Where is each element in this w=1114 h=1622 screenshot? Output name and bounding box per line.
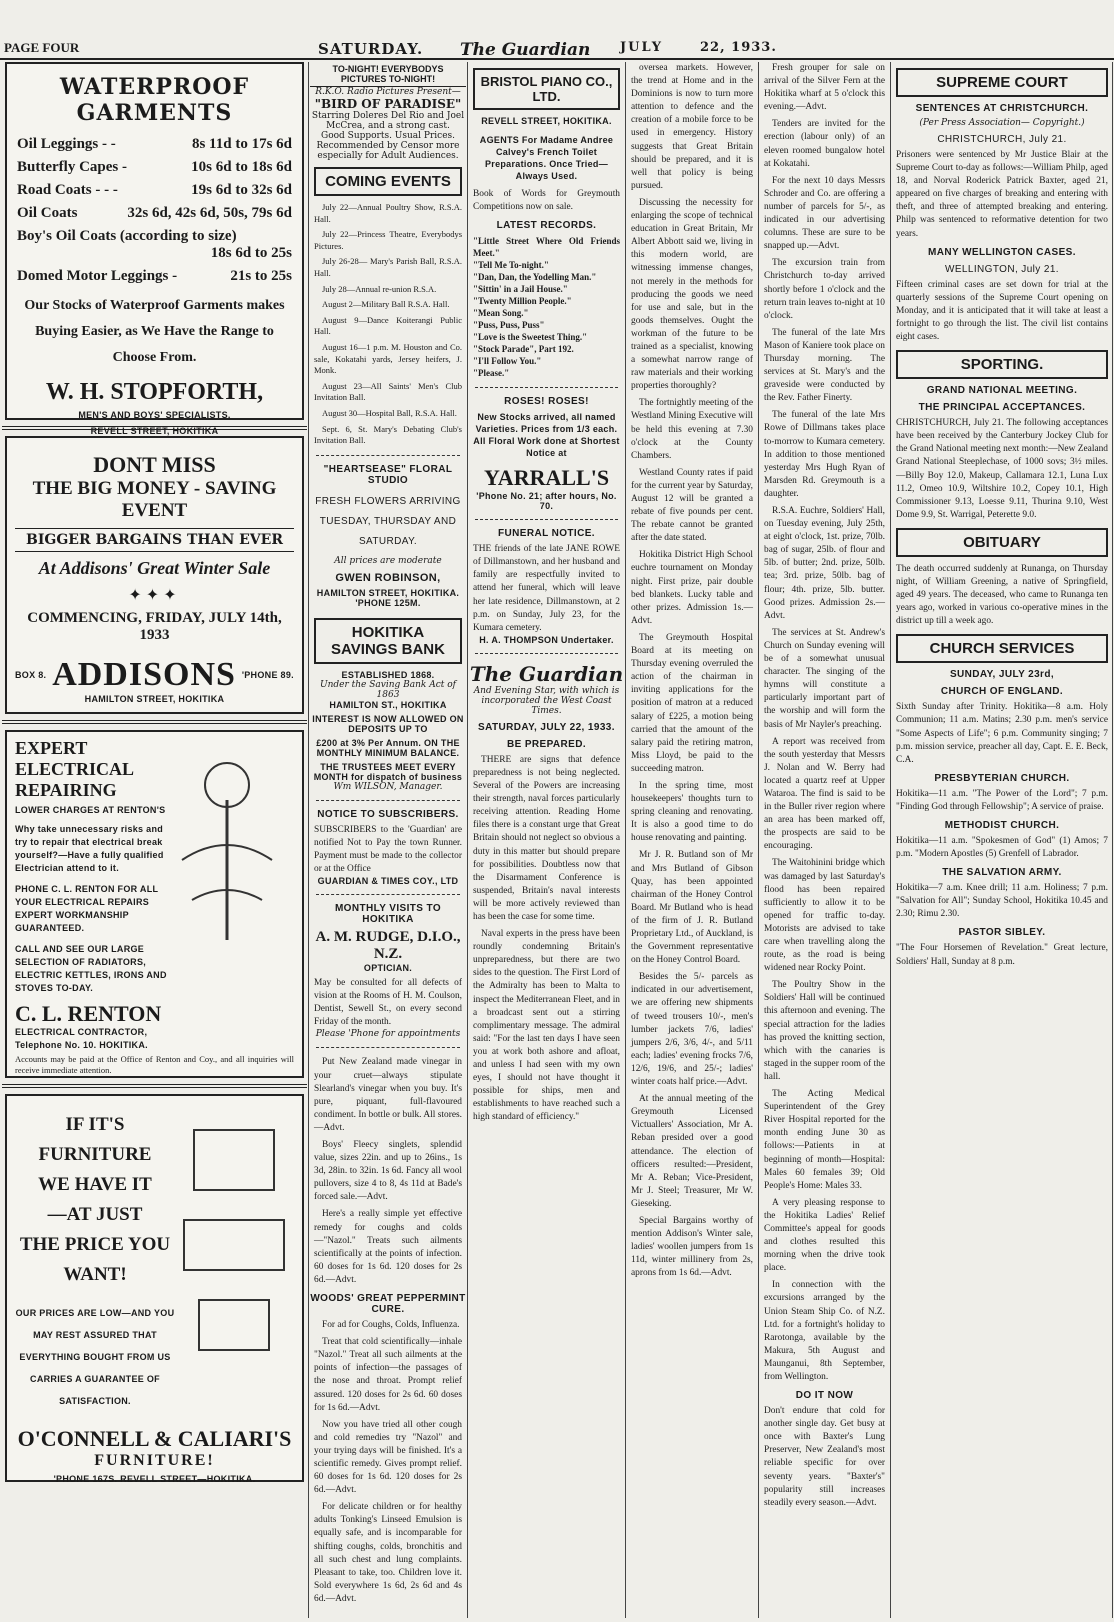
addisons-line: COMMENCING, FRIDAY, JULY 14th, 1933 <box>27 610 282 643</box>
column-4: oversea markets. However, the trend at Home and in the Dominions is now to turn more attention to defence and the creation of a mobile force to be used in emergency. History suggests that Great Britain should be prepared, and it is well that policy is being pursued. Discussing the necessity for enlarging the scope of technical education in Great Britain, Mr Albert Abbott said we, living in this modern world, are witnessing immense changes, not merely in the methods for producing the goods we need for use and sale, but in the goods themselves. Ought the workman of the future to be trained as a specialist, knowing a somewhat narrow range of raw materials and their working properties thoroughly? The fortnightly meeting of the Westland Mining Executive will be held this evening at 7.30 o'clock at the County Chambers. Westland County rates if paid for the current year by Saturday, August 12 will be granted a rebate of five pounds per cent. The rebate cannot be granted after the date stated. Hokitika District High School euchre tournament on Monday night. First prize, pair double bed blankets. Lucky table and other prizes. Admission 1s.—Advt. The Greymouth Hospital Board at its meeting on Thursday evening overruled the action of the chairman in inviting applications for the position of matron at a reduced salary of £225, a motion being carried that the amount of the salary paid the retiring matron, Miss Lloyd, be paid to the succeeding matron. In the spring time, most housekeepers' thoughts turn to spring cleaning and renovating. It is also a good time to do house renovating and painting. Mr J. R. Butland son of Mr and Mrs Butland of Gibson Quay, has been appointed chairman of the Honey Control Board. Mr Butland who is head of the firm of J. R. Butland Proprietary Ltd., of Auckland, is the Government representative on the Honey Control Board. Besides the 5/- parcels as indicated in our advertisement, we are offering new shipments of tweed trousers 10/-, men's lumber jackets 7/6, ladies' jumpers 2/6, 3/6, 4/-, and 5/11 each; ladies' evening frocks 7/6, 12/6, 19/6, and 25/-; ladies' winter coats half price.—Advt. At the annual meeting of the Greymouth Licensed Victuallers' Association, Mr A. Reban presided over a good attendance. The election of officers resulted:—President, Mr A. Reban; Vice-President, Mr J. Steel; Treasurer, Mr W. Gieseking. Special Bargains worthy of mention Addison's Winter sale, ladies' woollen jumpers from 1s 11d, winter millinery from 2s, aprons from 1s 6d.—Advt. <box>631 63 753 1279</box>
flower-lamp-illustration <box>162 740 292 940</box>
price-row: Oil Coats 32s 6d, 42s 6d, 50s, 79s 6d <box>17 205 292 221</box>
addisons-line: At Addisons' Great Winter Sale <box>38 558 271 578</box>
divider <box>2 720 307 724</box>
addisons-street: HAMILTON STREET, HOKITIKA <box>84 694 225 704</box>
column-5: Fresh grouper for sale on arrival of the Silver Fern at the Hokitika wharf at 5 o'clock this evening.—Advt. Tenders are invited for the erection (labour only) of an eleven roomed bungalow hotel at Kokatahi. For the next 10 days Messrs Schroder and Co. are offering a number of parcels for 5/-, as indicated in our advertising columns. These are sure to be snapped up.—Advt. The excursion train from Christchurch to-day arrived shortly before 1 o'clock and the return train leaves to-night at 10 o'clock. The funeral of the late Mrs Mason of Kaniere took place on Thursday morning. The services at St. Mary's and the graveside were conducted by the Rev. Father Finerty. The funeral of the late Mrs Rowe of Dillmans takes place to-morrow to Kumara cemetery. In addition to those mentioned yesterday Mrs Hugh Ryan of Marsden Rd. Greymouth is a daughter. R.S.A. Euchre, Soldiers' Hall, on Tuesday evening, July 25th, at eight o'clock, 1st. prize, 70lb. bag of sugar, 25lb. of flour and 5lb. of butter; 2nd. prize, 50lb. tea; 3rd. prize, 50lb. bag of flour; 4th. prize, 5lb. butter. Good prizes. Admission 2s.—Advt. The services at St. Andrew's Church on Sunday evening will be of a somewhat unusual character. The singing of the hymns will constitute a particularly important part of the worship and will form the basis of Mr Nayler's preaching. A report was received from the south yesterday that Messrs J. Nolan and W. Berry had located a quartz reef at Upper Wataroa. The find is said to be in the Buller river region where an area has been marked off, the prospects are said to be encouraging. The Waitohinini bridge which was damaged by last Saturday's flood has been repaired sufficiently to allow it to be opened for traffic to-day. Motorists are advised to take care when travelling along the route, as the road is being widened near Rocky Point. The Poultry Show in the Soldiers' Hall will be continued this afternoon and evening. The special attraction for the ladies has proved the knitting section, which with the canaries is staged in the supper room of the hall. The Acting Medical Superintendent of the Grey River Hospital reported for the month ending June 30 as follows:—Patients in at beginning of month—Hospital: Males 60 females 39; Old People's Home: Males 33. A very pleasing response to the Hokitika Ladies' Relief Committee's appeal for goods and clothes resulted this morning when the drive took place. In connection with the excursions arranged by the Union Steam Ship Co. of N.Z. Ltd. for a fortnight's holiday to Rarotonga, available by the Makura, 5th August and Maunganui, 8th September, from Wellington. DO IT NOW Don't endure that cold for another single day. Get busy at once with Baxter's Lung Preserver, New Zealand's most reliable specific for over seventy years. "Baxter's" popularity still increases steadily every season.—Advt. <box>764 63 885 1508</box>
sporting-heading: SPORTING. <box>896 350 1108 379</box>
masthead-month: JULY <box>620 40 664 55</box>
yarrall-name: YARRALL'S <box>483 465 610 491</box>
savings-bank-heading: HOKITIKA SAVINGS BANK <box>314 618 462 664</box>
obituary-heading: OBITUARY <box>896 528 1108 557</box>
addisons-ad <box>5 436 304 714</box>
church-services-heading: CHURCH SERVICES <box>896 634 1108 663</box>
renton-name: C. L. RENTON <box>15 1001 162 1026</box>
stopforth-name: W. H. STOPFORTH, <box>45 379 264 405</box>
heartsease-heading: "HEARTSEASE" FLORAL STUDIO <box>323 463 453 486</box>
boys-coats: Boy's Oil Coats (according to size) 18s 6d to 25s <box>17 228 292 261</box>
notice-heading: NOTICE TO SUBSCRIBERS. <box>317 808 459 820</box>
film-title: "BIRD OF PARADISE" <box>314 97 462 111</box>
column-6: SUPREME COURT SENTENCES AT CHRISTCHURCH. (Per Press Association— Copyright.) CHRISTCHURCH, July 21. Prisoners were sentenced by Mr Justice Blair at the Supreme Court to-day as follows:—William Philp, aged 18, and Norval Roderick Patrick Baxter, aged 21, appeared on five charges of breaking and entering with theft, and three of attempted breaking and entering. Philp was sentenced to reformative detention for two years. MANY WELLINGTON CASES. WELLINGTON, July 21. Fifteen criminal cases are set down for trial at the quarterly sessions of the Supreme Court opening on Monday, and it is anticipated that it will take at least a fortnight to go through the list. The civil list contains eight cases. SPORTING. GRAND NATIONAL MEETING. THE PRINCIPAL ACCEPTANCES. CHRISTCHURCH, July 21. The following acceptances have been received by the Canterbury Jockey Club for the Grand National meeting next month:—New Zealand Grand National Steeplechase, of 1000 sovs; 3½ miles.—Billy Boy 12.0, Makeup, Callamara 12.1, Luna Lux 11.2, Omeo 10.9, Wiltshire 10.2, Copey 10.1, High Commissioner 9.13, Loesse 9.11, Thurina 9.10, West Dome 9.9, St. Warrigal, Peterette 9.0. OBITUARY The death occurred suddenly at Runanga, on Thursday night, of William Greening, a native of Springfield, aged 49 years. The deceased, who came to Runanga ten years ago, worked in various co-operative mines in the district up till a week ago. CHURCH SERVICES SUNDAY, JULY 23rd, CHURCH OF ENGLAND. Sixth Sunday after Trinity. Hokitika—8 a.m. Holy Communion; 11 a.m. Matins; 2.30 p.m. men's service "Some Aspects of Life"; 6 p.m. Community singing; 7 p.m. mission service, preacher all day, Capt. E. E. Beck, C.A. PRESBYTERIAN CHURCH. Hokitika—11 a.m. "The Power of the Lord"; 7 p.m. "Finding God through Fellowship"; A service of praise. METHODIST CHURCH. Hokitika—11 a.m. "Spokesmen of God" (1) Amos; 7 p.m. "Modern Apostles (5) Grenfell of Labrador. THE SALVATION ARMY. Hokitika—7 a.m. Knee drill; 11 a.m. Holiness; 7 p.m. "Salvation for All"; Sunday School, Hokitika 10.45 and 2.30; Rimu 2.30. PASTOR SIBLEY. "The Four Horsemen of Revelation." Great lecture, Soldiers' Hall, Sunday at 8 p.m. <box>892 62 1112 1616</box>
supreme-court-heading: SUPREME COURT <box>896 68 1108 97</box>
addisons-line: BIGGER BARGAINS THAN EVER <box>15 528 294 552</box>
masthead-title: The Guardian <box>460 40 591 60</box>
furniture-illustration <box>174 1110 294 1360</box>
coming-events-heading: COMING EVENTS <box>314 167 462 196</box>
records-list: "Little Street Where Old Friends Meet." "Tell Me To-night." "Dan, Dan, the Yodelling Man." "Sittin' in a Jail House." "Twenty Million People." "Mean Song." "Puss, Puss, Puss" "Love is the Sweetest Thing." "Stock Parade", Part 192. "I'll Follow You." "Please." <box>473 236 620 379</box>
page-number: PAGE FOUR <box>4 40 80 55</box>
price-row: Butterfly Capes - 10s 6d to 18s 6d <box>17 159 292 175</box>
addisons-line: DONT MISS <box>93 452 216 477</box>
rudge-name: A. M. RUDGE, D.I.O., N.Z. <box>315 929 461 963</box>
ornament: ✦✦✦ <box>128 585 181 604</box>
addisons-name: ADDISONS <box>52 656 236 693</box>
pictures-banner: TO-NIGHT! EVERYBODYS PICTURES TO-NIGHT! <box>310 62 466 87</box>
stopforth-tag: MEN'S AND BOYS' SPECIALISTS, <box>78 410 231 420</box>
bristol-heading: BRISTOL PIANO CO., LTD. <box>473 68 620 110</box>
furniture-name: O'CONNELL & CALIARI'S <box>17 1426 292 1451</box>
divider <box>2 1084 307 1088</box>
editorial-heading: BE PREPARED. <box>506 738 587 750</box>
masthead-date: 22, 1933. <box>700 40 777 55</box>
furniture-ad: IF IT'S FURNITURE WE HAVE IT —AT JUST THE PRICE YOU WANT! OUR PRICES ARE LOW—AND YOU MAY REST ASSURED THAT EVERYTHING BOUGHT FROM US CARRIES A GUARANTEE OF SATISFACTION. O'CONNELL & CALIARI'S FURNITURE! 'PHONE 167S. REVELL STREET—HOKITIKA. <box>5 1094 304 1482</box>
editorial-body: THERE are signs that defence preparedness is not being neglected. Several of the Powers are increasing their strength, naval forces particularly receiving attention. Reading Home files there is a constant urge that Great Britain should not neglect so obvious a duty in this matter but should prepare for possibilities. Doubtless now that the Disarmament Conference is suspended, Britain's naval interests will be more actively reviewed than has been the case for some time. Naval experts in the press have been roundly condemning Britain's unpreparedness, but there are two sides to the question. The First Lord of the Admiralty has been to Malta to inspect the Mediterranean Fleet, and in a broadcast sent out a stirring complimentary message. The admiral said: "For the last ten days I have seen you at work both ashore and afloat, and unless I had seen with my own eyes, I should not have thought it possible for ships, men and establishments to have reached such a high standard of efficiency." <box>473 754 620 1123</box>
addisons-line: THE BIG MONEY - SAVING EVENT <box>32 478 277 521</box>
column-ads-left <box>2 62 307 1616</box>
price-row: Oil Leggings - - 8s 11d to 17s 6d <box>17 136 292 152</box>
funeral-heading: FUNERAL NOTICE. <box>498 528 595 540</box>
addisons-footer: BOX 8. ADDISONS 'PHONE 89. <box>15 656 294 693</box>
masthead-day: SATURDAY. <box>318 40 424 58</box>
renton-ad: EXPERT ELECTRICAL REPAIRING LOWER CHARGES AT RENTON'S Why take unnecessary risks and try to repair that electrical break yourself?—Have a fully qualified Electrician attend to it. PHONE C. L. RENTON FOR ALL YOUR ELECTRICAL REPAIRS EXPERT WORKMANSHIP GUARANTEED. CALL AND SEE OUR LARGE SELECTION OF RADIATORS, ELECTRIC KETTLES, IRONS AND STOVES TO-DAY. C. L. RENTON ELECTRICAL CONTRACTOR, Telephone No. 10. HOKITIKA. Accounts may be paid at the Office of Renton and Coy., and all inquiries will receive immediate attention. <box>5 730 304 1078</box>
column-3: BRISTOL PIANO CO., LTD. REVELL STREET, HOKITIKA. AGENTS For Madame Andree Calvey's French Toilet Preparations. Once Tried—Always Used. Book of Words for Greymouth Competitions now on sale. LATEST RECORDS. "Little Street Where Old Friends Meet." "Tell Me To-night." "Dan, Dan, the Yodelling Man." "Sittin' in a Jail House." "Twenty Million People." "Mean Song." "Puss, Puss, Puss" "Love is the Sweetest Thing." "Stock Parade", Part 192. "I'll Follow You." "Please." ROSES! ROSES! New Stocks arrived, all named Varieties. Prices from 1/3 each. All Floral Work done at Shortest Notice at YARRALL'S 'Phone No. 21; after hours, No. 70. FUNERAL NOTICE. THE friends of the late JANE ROWE of Dillmanstown, and her husband and family are respectfully invited to attend her funeral, which will leave her late residence, Dillmanstown, at 2 p.m. on Sunday, July 23, for the Kumara cemetery. H. A. THOMPSON Undertaker. The Guardian And Evening Star, with which is incorporated the West Coast Times. SATURDAY, JULY 22, 1933. BE PREPARED. THERE are signs that defence preparedness is not being neglected. Several of the Powers are increasing their strength, naval forces particularly receiving attention. Reading Home files there is a constant urge that Great Britain should not neglect so obvious a duty in this matter but should prepare for possibilities. Doubtless now that the Disarmament Conference is suspended, Britain's naval interests will be more actively reviewed than has been the case for some time. Naval experts in the press have been roundly condemning Britain's unpreparedness, but there are two sides to the question. The First Lord of the Admiralty has been to Malta to inspect the Mediterranean Fleet, and in a broadcast sent out a stirring complimentary message. The admiral said: "For the last ten days I have seen you at work both ashore and afloat, and unless I had seen with my own eyes, I should not have thought it possible for ships, men and establishments to have reached such a high standard of efficiency." <box>469 62 624 1616</box>
domed-leggings: Domed Motor Leggings - 21s to 25s <box>17 268 292 284</box>
guardian-title: The Guardian <box>469 661 624 686</box>
stopforth-address: REVELL STREET, HOKITIKA <box>90 426 219 436</box>
waterproof-heading: WATERPROOF GARMENTS <box>59 74 250 126</box>
coming-events-list: July 22—Annual Poultry Show, R.S.A. Hall. July 22—Princess Theatre, Everybodys Pictures. July 26-28— Mary's Parish Ball, R.S.A. Hall. July 28—Annual re-union R.S.A. August 2—Military Ball R.S.A. Hall. August 9—Dance Koiterangi Public Hall. August 16—1 p.m. M. Houston and Co. sale, Kokatahi yards, Jersey heifers, J. Monk. August 23—All Saints' Men's Club Invitation Ball. August 30—Hospital Ball, R.S.A. Hall. Sept. 6, St. Mary's Debating Club's Invitation Ball. <box>314 202 462 446</box>
stopforth-ad <box>5 62 304 436</box>
small-ads: Put New Zealand made vinegar in your cruet—always stipulate Slearland's vinegar when you buy. It's pure, piquant, full-flavoured condiment. In bottle or bulk. All stores.—Advt. Boys' Fleecy singlets, splendid value, sizes 22in. and up to 26ins., 1s 3d, 28in. to 32in. 1s 6d. Fancy all wool pullovers, size 4 to 8, 4s 11d at Bade's forced sale.—Advt. Here's a really simple yet effective remedy for coughs and colds—"Nazol." Treats such ailments scientifically at the points of infection. 60 doses for 1s 6d. 120 doses for 2s 6d.—Advt. <box>314 1057 462 1285</box>
stocks-text: Our Stocks of Waterproof Garments makes Buying Easier, as We Have the Range to Choose From. <box>24 298 285 365</box>
price-row: Road Coats - - - 19s 6d to 32s 6d <box>17 182 292 198</box>
column-2: TO-NIGHT! EVERYBODYS PICTURES TO-NIGHT! R.K.O. Radio Pictures Present— "BIRD OF PARADISE" Starring Doleres Del Rio and Joel McCrea, and a strong cast. Good Supports. Usual Prices. Recommended by Censor more especially for Adult Audiences. COMING EVENTS July 22—Annual Poultry Show, R.S.A. Hall. July 22—Princess Theatre, Everybodys Pictures. July 26-28— Mary's Parish Ball, R.S.A. Hall. July 28—Annual re-union R.S.A. August 2—Military Ball R.S.A. Hall. August 9—Dance Koiterangi Public Hall. August 16—1 p.m. M. Houston and Co. sale, Kokatahi yards, Jersey heifers, J. Monk. August 23—All Saints' Men's Club Invitation Ball. August 30—Hospital Ball, R.S.A. Hall. Sept. 6, St. Mary's Debating Club's Invitation Ball. "HEARTSEASE" FLORAL STUDIO FRESH FLOWERS ARRIVING TUESDAY, THURSDAY AND SATURDAY. All prices are moderate GWEN ROBINSON, HAMILTON STREET, HOKITIKA. 'PHONE 125M. HOKITIKA SAVINGS BANK ESTABLISHED 1868. Under the Saving Bank Act of 1863 HAMILTON ST., HOKITIKA INTEREST IS NOW ALLOWED ON DEPOSITS UP TO £200 at 3% Per Annum. ON THE MONTHLY MINIMUM BALANCE. THE TRUSTEES MEET EVERY MONTH for dispatch of business Wm WILSON, Manager. NOTICE TO SUBSCRIBERS. SUBSCRIBERS to the 'Guardian' are notified Not to Pay the town Runner. Payment must be made to the collector or at the Office GUARDIAN & TIMES COY., LTD MONTHLY VISITS TO HOKITIKA A. M. RUDGE, D.I.O., N.Z. OPTICIAN. May be consulted for all defects of vision at the Rooms of H. M. Coulson, Dentist, Sewell St., on every second Friday of the month. Please 'Phone for appointments Put New Zealand made vinegar in your cruet—always stipulate Slearland's vinegar when you buy. It's pure, piquant, full-flavoured condiment. In bottle or bulk. All stores.—Advt. Boys' Fleecy singlets, splendid value, sizes 22in. and up to 26ins., 1s 3d, 28in. to 32in. 1s 6d. Fancy all wool pullovers, size 4 to 8, 4s 11d at Bade's forced sale.—Advt. Here's a really simple yet effective remedy for coughs and colds—"Nazol." Treats such ailments scientifically at the points of infection. 60 doses for 1s 6d. 120 doses for 2s 6d.—Advt. WOODS' GREAT PEPPERMINT CURE. For ad for Coughs, Colds, Influenza. Treat that cold scientifically—inhale "Nazol." Treat all such ailments at the points of infection—the passages of the nose and throat. Prompt relief assured. 120 doses for 2s 6d. 60 doses for 1s 6d.—Advt. Now you have tried all other cough and cold remedies try "Nazol" and your trying days will be finished. It's a scientific remedy. Gives prompt relief. 60 doses for 1s 6d. 120 doses for 2s 6d.—Advt. For delicate children or for healthy adults Tonking's Linseed Emulsion is equally safe, and is incomparable for shifting coughs, colds, bronchitis and all such chest and lung complaints. Pleasant to take, too. Children love it. Sold everywhere 1s 6d, 2s 6d and 4s 6d.—Advt. <box>310 64 466 1604</box>
masthead <box>0 0 1114 60</box>
